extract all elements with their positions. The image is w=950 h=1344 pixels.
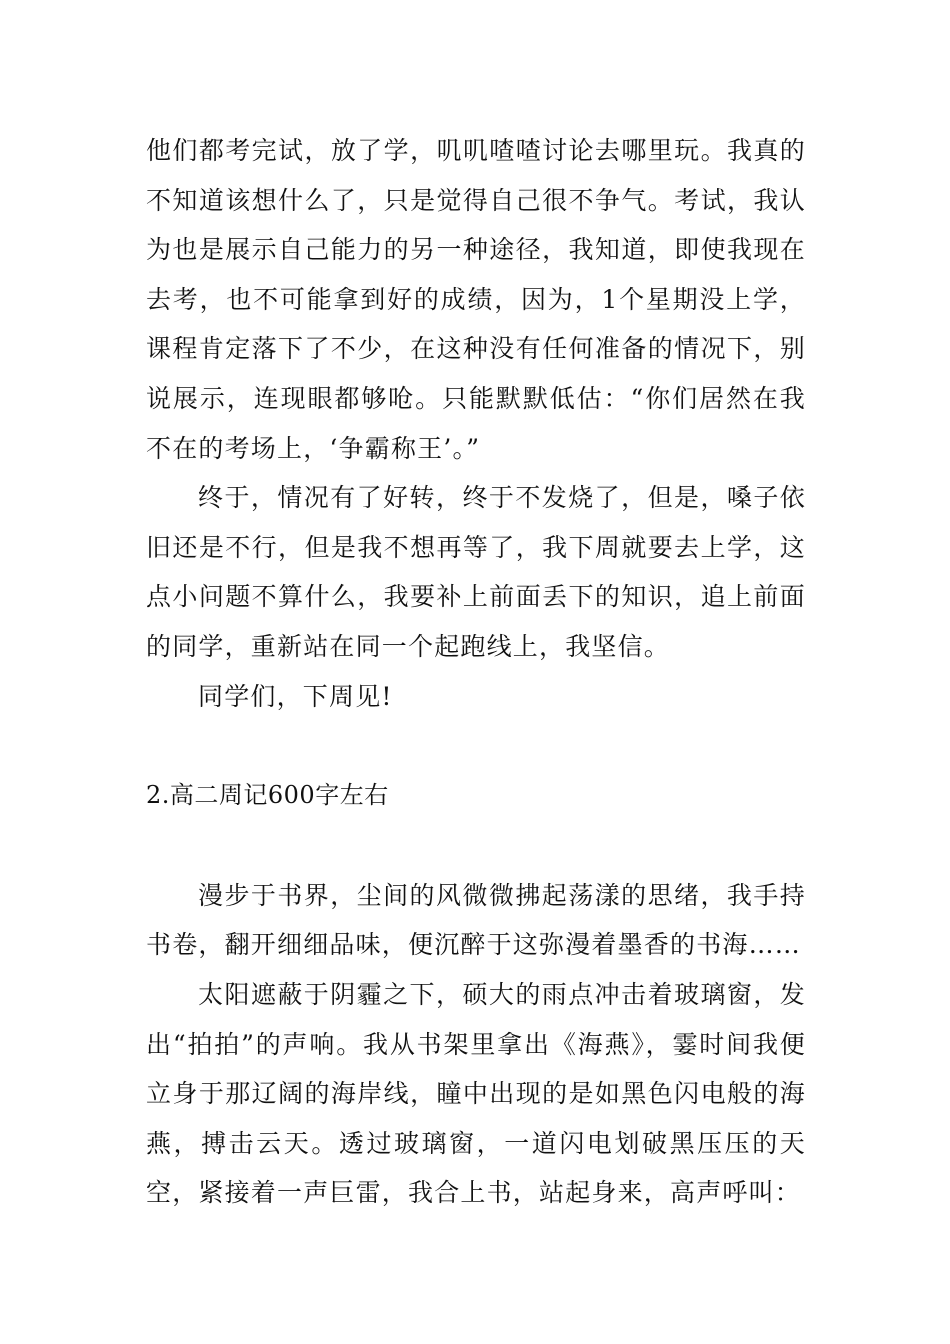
paragraph-continued: 他们都考完试，放了学，叽叽喳喳讨论去哪里玩。我真的不知道该想什么了，只是觉得自己很不争气。考试，我认为也是展示自己能力的另一种途径，我知道，即使我现在去考，也不可能拿到好的成绩，因为，1个星期没上学，课程肯定落下了不少，在这种没有任何准备的情况下，别说展示，连现眼都够呛。只能默默低估：“你们居然在我不在的考场上，‘争霸称王’。”: [146, 136, 806, 463]
spacer: [146, 721, 806, 771]
section-heading: 2.高二周记600字左右: [146, 781, 389, 810]
paragraph-recovery: 终于，情况有了好转，终于不发烧了，但是，嗓子依旧还是不行，但是我不想再等了，我下周就要去上学，这点小问题不算什么，我要补上前面丢下的知识，追上前面的同学，重新站在同一个起跑线上，我坚信。: [146, 483, 806, 661]
paragraph-closing: 同学们，下周见!: [198, 681, 393, 711]
spacer: [146, 821, 806, 871]
document-body: [146, 126, 806, 1218]
paragraph-intro: 漫步于书界，尘间的风微微拂起荡漾的思绪，我手持书卷，翻开细细品味，便沉醉于这弥漫着墨香的书海……: [146, 880, 806, 960]
paragraph-storm: 太阳遮蔽于阴霾之下，硕大的雨点冲击着玻璃窗，发出“拍拍”的声响。我从书架里拿出《海燕》，霎时间我便立身于那辽阔的海岸线，瞳中出现的是如黑色闪电般的海燕，搏击云天。透过玻璃窗，一道闪电划破黑压压的天空，紧接着一声巨雷，我合上书，站起身来，高声呼叫：: [146, 979, 806, 1208]
